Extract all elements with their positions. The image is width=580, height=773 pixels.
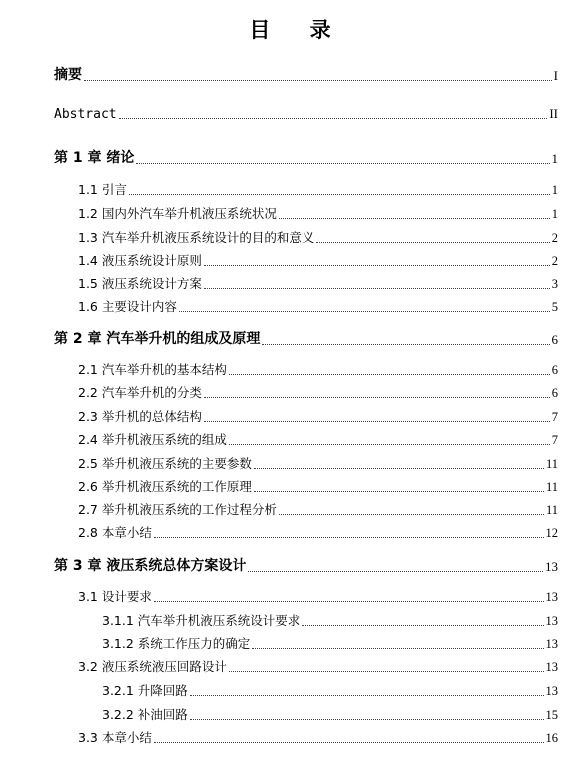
dot-leader [129, 193, 550, 195]
dot-leader [262, 343, 549, 345]
dot-leader [229, 373, 550, 375]
toc-entry-page: 11 [545, 503, 558, 517]
toc-entry[interactable] [78, 251, 558, 269]
toc-entry[interactable] [78, 297, 558, 315]
dot-leader [248, 570, 543, 572]
toc-entry-page: 6 [551, 386, 558, 400]
toc-entry[interactable] [78, 274, 558, 292]
toc-entry[interactable] [54, 147, 558, 167]
toc-entry-title: 第 2 章 汽车举升机的组成及原理 [54, 331, 261, 347]
toc-entry-title: 2.1 汽车举升机的基本结构 [78, 362, 227, 377]
toc-entry-page: 2 [551, 254, 558, 268]
toc-entry-page: 7 [551, 410, 558, 424]
dot-leader [254, 490, 544, 492]
toc-entry-title: 2.3 举升机的总体结构 [78, 409, 202, 424]
toc-entry-title: 2.4 举升机液压系统的组成 [78, 432, 227, 447]
toc-entry[interactable] [78, 657, 558, 675]
dot-leader [279, 513, 544, 515]
toc-entry-page: 15 [545, 708, 558, 722]
dot-leader [204, 264, 550, 266]
toc-entry-page: 16 [545, 731, 558, 745]
toc-entry-title: 2.7 举升机液压系统的工作过程分析 [78, 502, 277, 517]
toc-entry[interactable] [78, 477, 558, 495]
dot-leader [84, 79, 552, 81]
dot-leader [204, 396, 550, 398]
dot-leader [154, 536, 544, 538]
toc-entry-page: 6 [551, 332, 558, 347]
toc-entry-title: 2.5 举升机液压系统的主要参数 [78, 456, 252, 471]
dot-leader [154, 741, 544, 743]
toc-entry-title: 1.2 国内外汽车举升机液压系统状况 [78, 206, 277, 221]
toc-entry-title: 1.1 引言 [78, 182, 127, 197]
dot-leader [279, 217, 550, 219]
toc-entry-title: 3.2 液压系统液压回路设计 [78, 659, 227, 674]
toc-entry-page: 11 [545, 480, 558, 494]
toc-entry-title: 1.6 主要设计内容 [78, 299, 177, 314]
toc-entry-title: 2.6 举升机液压系统的工作原理 [78, 479, 252, 494]
dot-leader [190, 694, 544, 696]
toc-entry-page: 13 [545, 637, 558, 651]
dot-leader [136, 162, 549, 164]
toc-entry-title: 3.1 设计要求 [78, 589, 152, 604]
dot-leader [229, 670, 544, 672]
toc-entry-page: I [553, 68, 558, 83]
toc-entry[interactable] [78, 407, 558, 425]
toc-entry-page: 1 [551, 151, 558, 166]
toc-entry-title: 3.2.2 补油回路 [102, 707, 188, 722]
toc-entry-page: 5 [551, 300, 558, 314]
dot-leader [179, 310, 550, 312]
toc-entry[interactable] [102, 634, 558, 652]
toc-entry-title: 1.4 液压系统设计原则 [78, 253, 202, 268]
toc-entry[interactable] [54, 555, 558, 575]
toc-entry-title: 第 3 章 液压系统总体方案设计 [54, 558, 247, 574]
toc-entry[interactable] [54, 328, 558, 348]
toc-entry[interactable] [78, 430, 558, 448]
toc-entry[interactable] [78, 383, 558, 401]
toc-entry-title: 3.1.1 汽车举升机液压系统设计要求 [102, 613, 301, 628]
toc-entry-title: Abstract [54, 107, 117, 122]
toc-entry-page: 12 [545, 526, 558, 540]
dot-leader [204, 420, 550, 422]
dot-leader [119, 117, 548, 119]
toc-entry[interactable] [78, 728, 558, 746]
toc-entry-page: 13 [545, 559, 558, 574]
toc-entry[interactable] [78, 204, 558, 222]
toc-entry-page: 13 [545, 660, 558, 674]
page-title: 目 录 [249, 18, 347, 42]
dot-leader [252, 647, 543, 649]
toc-entry-title: 3.3 本章小结 [78, 730, 152, 745]
toc-entry-page: 3 [551, 277, 558, 291]
toc-entry-page: 11 [545, 457, 558, 471]
toc-entry[interactable] [54, 106, 558, 122]
toc-entry-page: 13 [545, 590, 558, 604]
dot-leader [302, 624, 543, 626]
toc-entry-page: 1 [551, 207, 558, 221]
toc-entry[interactable] [102, 705, 558, 723]
toc-entry-title: 3.2.1 升降回路 [102, 683, 188, 698]
toc-entry-title: 第 1 章 绪论 [54, 150, 135, 166]
toc-entry-page: 7 [551, 433, 558, 447]
toc-entry-title: 摘要 [54, 67, 82, 83]
toc-entry[interactable] [78, 180, 558, 198]
toc-entry-page: 2 [551, 231, 558, 245]
toc-entry-page: 1 [551, 183, 558, 197]
toc-entry-title: 2.2 汽车举升机的分类 [78, 385, 202, 400]
toc-entry[interactable] [54, 64, 558, 84]
toc-entry-page: 6 [551, 363, 558, 377]
dot-leader [229, 443, 550, 445]
toc-entry[interactable] [102, 611, 558, 629]
dot-leader [316, 241, 549, 243]
toc-entry-page: II [549, 106, 558, 121]
toc-entry[interactable] [78, 523, 558, 541]
toc-entry-title: 3.1.2 系统工作压力的确定 [102, 636, 251, 651]
toc-entry-title: 1.5 液压系统设计方案 [78, 276, 202, 291]
toc-entry[interactable] [78, 228, 558, 246]
toc-entry[interactable] [102, 681, 558, 699]
toc-entry-title: 1.3 汽车举升机液压系统设计的目的和意义 [78, 230, 315, 245]
dot-leader [154, 600, 544, 602]
toc-entry[interactable] [78, 587, 558, 605]
dot-leader [204, 287, 550, 289]
dot-leader [190, 718, 544, 720]
dot-leader [254, 467, 544, 469]
toc-entry-page: 13 [545, 614, 558, 628]
toc-entry[interactable] [78, 500, 558, 518]
toc-entry-page: 13 [545, 684, 558, 698]
toc-entry-title: 2.8 本章小结 [78, 525, 152, 540]
toc-entry[interactable] [78, 454, 558, 472]
toc-entry[interactable] [78, 360, 558, 378]
